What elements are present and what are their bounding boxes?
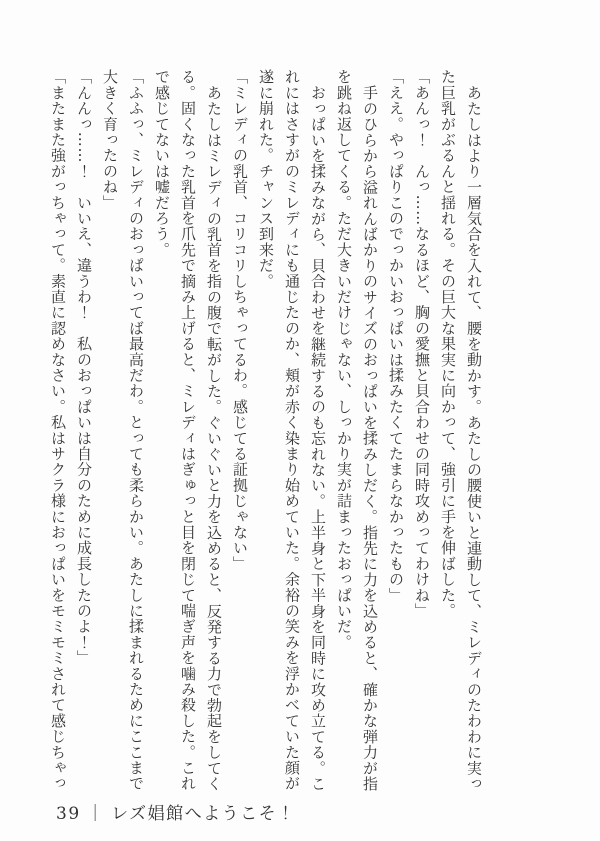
page-number: 39	[56, 804, 81, 824]
paragraph-6: 「ミレディの乳首、コリコリしちゃってるわ。感じてる証拠じゃない」	[231, 69, 249, 572]
paragraph-2: 「あんっ！ んっ……なるほど、胸の愛撫と貝合わせの同時攻めってわけね」	[413, 69, 431, 619]
paragraph-4: 手のひらから溢れんばかりのサイズのおっぱいを揉みしだく。指先に力を込めると、確かな弾力が指を跳ね返してくる。ただ大きいだけじゃない、しっかり実が詰まったおっぱいだ。	[335, 69, 379, 792]
footer-divider: ｜	[86, 804, 106, 824]
page-footer	[56, 799, 296, 824]
paragraph-8: 「ふふっ、ミレディのおっぱいってば最高だわ。とっても柔らかい。あたしに揉まれるためにここまで大きく育ったのね」	[101, 69, 145, 792]
paragraph-1: あたしはより一層気合を入れて、腰を動かす。あたしの腰使いと連動して、ミレディのたわわに実った巨乳がぶるんと揺れる。その巨大な果実に向かって、強引に手を伸ばした。	[439, 69, 483, 792]
paragraph-9: 「んんっ……！ いいえ、違うわ！ 私のおっぱいは自分のために成長したのよ！」	[75, 69, 93, 666]
book-title: レズ娼館へようこそ！	[111, 804, 296, 824]
paragraph-5: おっぱいを揉みながら、貝合わせを継続するのも忘れない。上半身と下半身を同時に攻め立てる。これにはさすがのミレディにも通じたのか、頬が赤く染まり始めていた。余裕の笑みを浮かべていた顔が遂に崩れた。チャンス到来だ。	[257, 69, 327, 792]
paragraph-3: 「ええ。やっぱりこのでっかいおっぱいは揉みたくてたまらなかったもの」	[387, 69, 405, 603]
paragraph-7: あたしはミレディの乳首を指の腹で転がした。ぐいぐいと力を込めると、反発する力で勃起をしてくる。固くなった乳首を爪先で摘み上げると、ミレディはぎゅっと目を閉じて喘ぎ声を噛み殺した。これで感じてないは嘘だろう。	[153, 69, 223, 792]
paragraph-10: 「またまた強がっちゃって。素直に認めなさい。私はサクラ様におっぱいをモミモミされて感じちゃっ	[49, 69, 67, 792]
body-text	[45, 69, 487, 797]
